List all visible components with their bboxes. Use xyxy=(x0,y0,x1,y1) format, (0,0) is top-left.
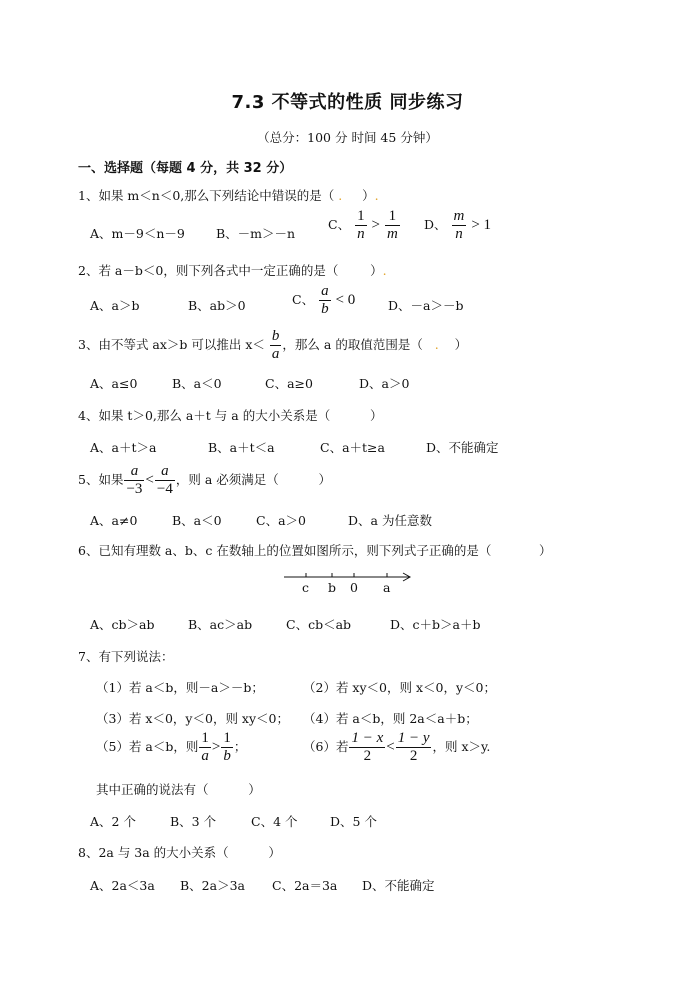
q5-text: 5、如果 xyxy=(78,472,124,487)
q8-option-c: C、2a＝3a xyxy=(272,878,338,893)
exam-info: （总分：100 分 时间 45 分钟） xyxy=(257,130,438,145)
q7-option-b: B、3 个 xyxy=(170,814,217,829)
mark-dot: . xyxy=(334,188,363,203)
q3-option-d: D、a＞0 xyxy=(359,376,410,391)
q2-text: 2、若 a－b＜0，则下列各式中一定正确的是（ xyxy=(78,263,339,278)
question-1-stem xyxy=(78,186,379,204)
q4-option-a: A、a＋t＞a xyxy=(90,440,157,455)
fraction: $\frac{1}{n}$ xyxy=(357,208,365,242)
relation: < xyxy=(145,472,154,488)
q4-option-c: C、a＋t≥a xyxy=(320,440,385,455)
fraction: $\frac{1 - y}{2}$ xyxy=(397,730,430,764)
q1-option-d xyxy=(424,208,491,243)
q4-close: ） xyxy=(369,408,383,423)
q7-statement-4: （4）若 a＜b，则 2a＜a＋b； xyxy=(303,711,478,726)
question-6-stem xyxy=(78,541,552,559)
q5-option-c: C、a＞0 xyxy=(256,513,306,528)
q2-option-c xyxy=(292,283,355,318)
number-line xyxy=(284,568,414,598)
question-2-stem xyxy=(78,261,387,279)
fraction: $\frac{a}{b}$ xyxy=(321,283,329,317)
number-line-label-b: b xyxy=(328,580,337,595)
q3-option-a: A、a≤0 xyxy=(90,376,138,391)
option-label: C、 xyxy=(328,217,351,232)
q2-option-b: B、ab＞0 xyxy=(188,298,246,313)
number-line-label-c: c xyxy=(302,580,310,595)
mark-dot: . xyxy=(374,188,379,203)
q6-close: ） xyxy=(539,543,552,558)
q2-option-d: D、－a＞－b xyxy=(388,298,464,313)
fraction: $\frac{1}{m}$ xyxy=(387,208,398,242)
q7-statement-6 xyxy=(303,730,490,765)
fraction: $\frac{1}{a}$ xyxy=(201,730,209,764)
q1-text: 1、如果 m＜n＜0,那么下列结论中错误的是（ xyxy=(78,188,335,203)
fraction: $\frac{1 - x}{2}$ xyxy=(351,730,384,764)
fraction: $\frac{1}{b}$ xyxy=(223,730,231,764)
number-line-label-0: 0 xyxy=(350,580,358,595)
page-title: 7.3 不等式的性质 同步练习 xyxy=(231,92,464,113)
q5-option-a: A、a≠0 xyxy=(90,513,138,528)
q5-option-d: D、a 为任意数 xyxy=(348,513,432,528)
q3-close: ） xyxy=(454,337,468,352)
fraction: $\frac{a}{-4}$ xyxy=(156,463,173,497)
q8-option-d: D、不能确定 xyxy=(362,878,435,893)
relation: < xyxy=(386,739,395,755)
relation: < 0 xyxy=(335,292,356,308)
q1-close: ） xyxy=(362,188,375,203)
statement-text: ； xyxy=(233,739,247,754)
mark-dot: . xyxy=(382,263,387,278)
q4-option-d: D、不能确定 xyxy=(426,440,499,455)
question-5-stem xyxy=(78,463,331,498)
fraction: $\frac{b}{a}$ xyxy=(271,328,280,362)
q1-option-c xyxy=(328,208,401,243)
q3-option-c: C、a≥0 xyxy=(265,376,313,391)
q3-text-post: ，那么 a 的取值范围是（ xyxy=(282,337,423,352)
q8-close: ） xyxy=(268,845,281,860)
q7-statement-1: （1）若 a＜b，则－a＞－b； xyxy=(96,680,264,695)
q7-statement-5 xyxy=(96,730,246,765)
ask-text: 其中正确的说法有（ xyxy=(96,782,209,797)
fraction: $\frac{a}{-3}$ xyxy=(126,463,143,497)
q6-option-b: B、ac＞ab xyxy=(188,617,253,632)
number-line-label-a: a xyxy=(383,580,391,595)
q7-option-a: A、2 个 xyxy=(90,814,136,829)
q7-statement-3: （3）若 x＜0，y＜0，则 xy＜0； xyxy=(96,711,289,726)
q3-option-b: B、a＜0 xyxy=(172,376,222,391)
section-heading: 一、选择题（每题 4 分，共 32 分） xyxy=(78,161,293,176)
ask-close: ） xyxy=(248,782,261,797)
q3-text: 3、由不等式 ax＞b 可以推出 x＜ xyxy=(78,337,265,352)
q1-option-a: A、m－9＜n－9 xyxy=(90,226,185,241)
q8-option-a: A、2a＜3a xyxy=(90,878,155,893)
relation: > 1 xyxy=(471,217,492,233)
statement-text: （5）若 a＜b，则 xyxy=(96,739,199,754)
q5-text-post: ，则 a 必须满足（ xyxy=(175,472,279,487)
q8-option-b: B、2a＞3a xyxy=(180,878,245,893)
question-7-stem: 7、有下列说法： xyxy=(78,649,174,664)
q4-text: 4、如果 t＞0,那么 a＋t 与 a 的大小关系是（ xyxy=(78,408,331,423)
q8-text: 8、2a 与 3a 的大小关系（ xyxy=(78,845,229,860)
question-8-stem xyxy=(78,843,281,861)
q6-option-c: C、cb＜ab xyxy=(286,617,352,632)
q7-option-d: D、5 个 xyxy=(330,814,377,829)
q1-option-b: B、－m＞－n xyxy=(216,226,296,241)
statement-text: ，则 x＞y. xyxy=(432,739,491,754)
q5-close: ） xyxy=(318,472,332,487)
q7-option-c: C、4 个 xyxy=(251,814,298,829)
q7-ask xyxy=(96,780,261,798)
question-3-stem: 3、由不等式 ax＞b 可以推出 x＜ $\frac{b}{a}$ ，那么 a 的取值范围是（ . ） xyxy=(78,328,468,362)
q6-option-a: A、cb＞ab xyxy=(90,617,155,632)
q5-option-b: B、a＜0 xyxy=(172,513,222,528)
q2-option-a: A、a＞b xyxy=(90,298,140,313)
q7-statement-2: （2）若 xy＜0，则 x＜0，y＜0； xyxy=(303,680,496,695)
statement-text: （6）若 xyxy=(303,739,349,754)
option-label: D、 xyxy=(424,217,447,232)
relation: > xyxy=(371,217,381,233)
q6-option-d: D、c＋b＞a＋b xyxy=(390,617,481,632)
q2-close: ） xyxy=(370,263,383,278)
q6-text: 6、已知有理数 a、b、c 在数轴上的位置如图所示，则下列式子正确的是（ xyxy=(78,543,492,558)
question-4-stem xyxy=(78,406,382,424)
option-label: C、 xyxy=(292,292,315,307)
fraction: $\frac{m}{n}$ xyxy=(453,208,465,242)
relation: > xyxy=(211,739,221,755)
q4-option-b: B、a＋t＜a xyxy=(208,440,275,455)
